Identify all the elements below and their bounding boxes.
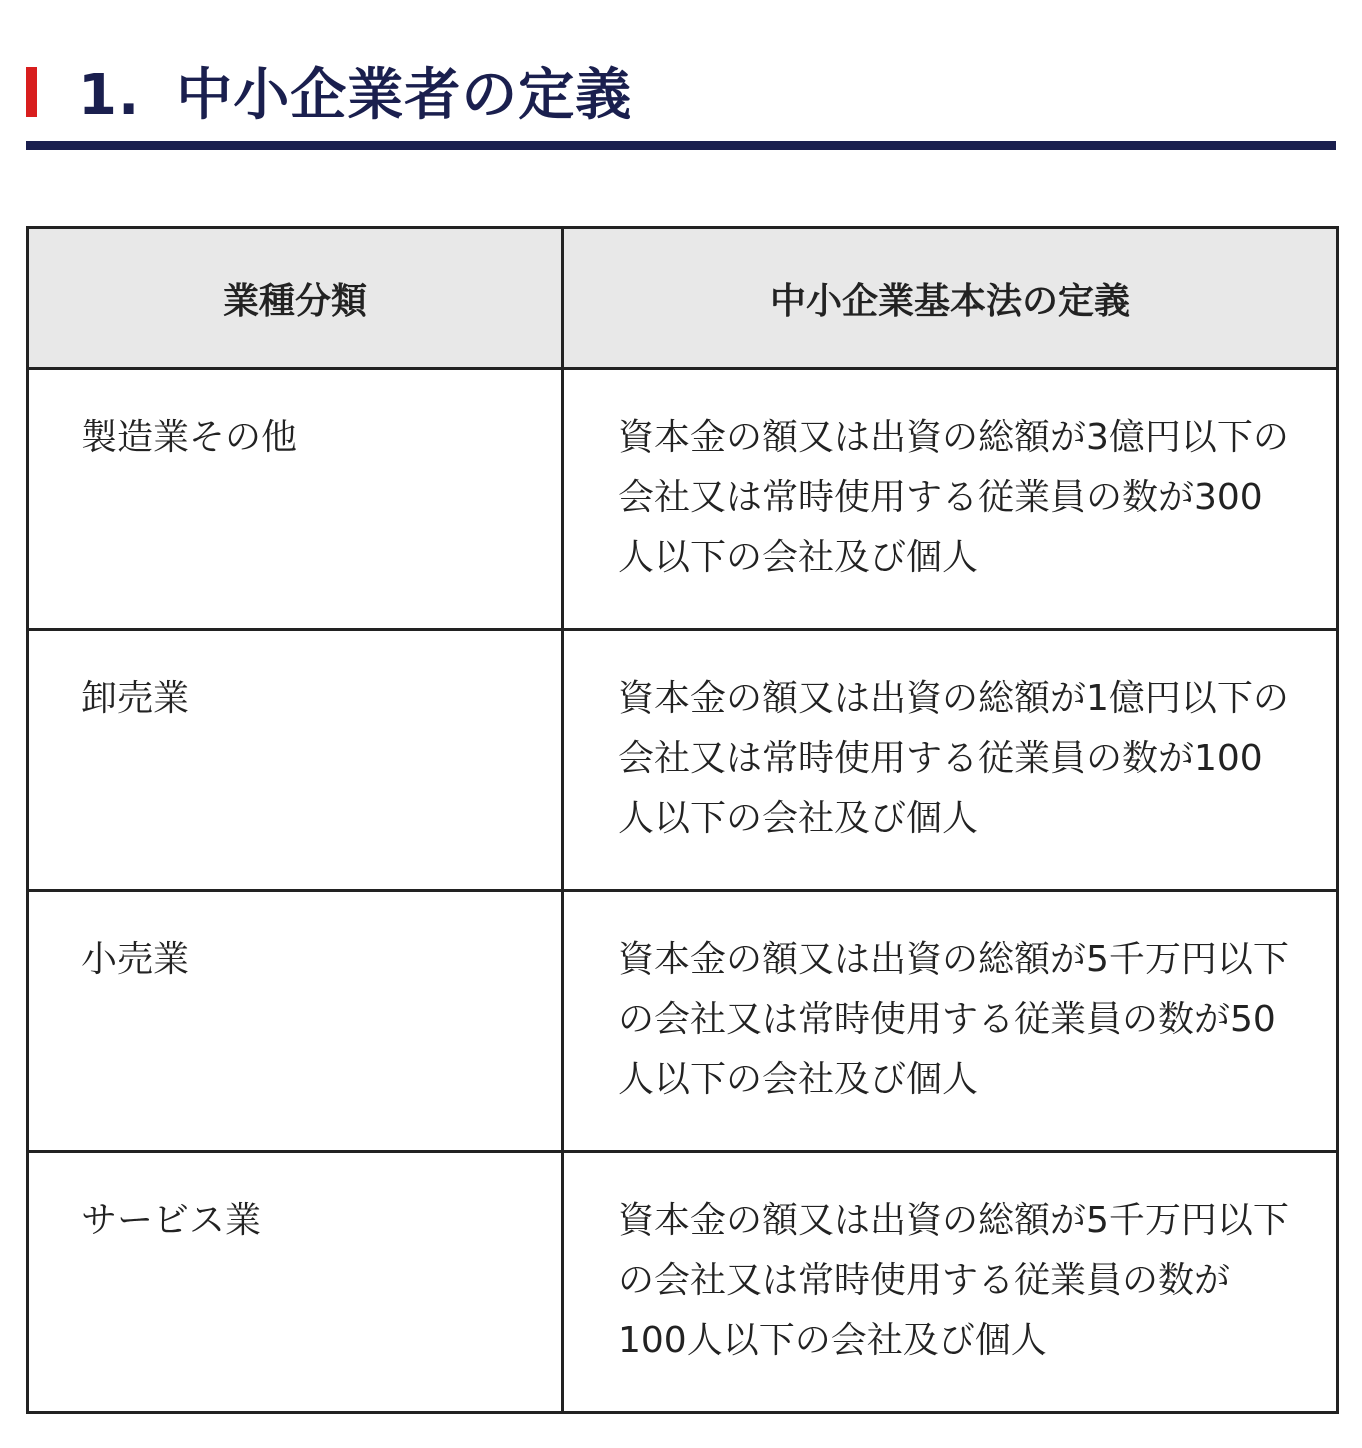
heading-title: 中小企業者の定義	[176, 63, 633, 128]
table-header-row	[28, 228, 1338, 369]
heading-text	[78, 58, 632, 134]
table-row	[28, 891, 1338, 1152]
table-row	[28, 1152, 1338, 1413]
sme-definition-table	[26, 226, 1339, 1414]
section-heading	[26, 50, 1336, 150]
definition-cell: 資本金の額又は出資の総額が5千万円以下の会社又は常時使用する従業員の数が50人以下の会社及び個人	[563, 891, 1338, 1152]
industry-cell: 製造業その他	[28, 369, 563, 630]
definition-cell: 資本金の額又は出資の総額が1億円以下の会社又は常時使用する従業員の数が100人以下の会社及び個人	[563, 630, 1338, 891]
heading-number: 1.	[78, 63, 141, 128]
heading-accent-bar	[26, 67, 37, 117]
industry-cell: 卸売業	[28, 630, 563, 891]
definition-cell: 資本金の額又は出資の総額が5千万円以下の会社又は常時使用する従業員の数が100人以下の会社及び個人	[563, 1152, 1338, 1413]
column-header-definition: 中小企業基本法の定義	[563, 228, 1338, 369]
column-header-industry: 業種分類	[28, 228, 563, 369]
table-row	[28, 630, 1338, 891]
definition-cell: 資本金の額又は出資の総額が3億円以下の会社又は常時使用する従業員の数が300人以下の会社及び個人	[563, 369, 1338, 630]
industry-cell: 小売業	[28, 891, 563, 1152]
table-row	[28, 369, 1338, 630]
industry-cell: サービス業	[28, 1152, 563, 1413]
